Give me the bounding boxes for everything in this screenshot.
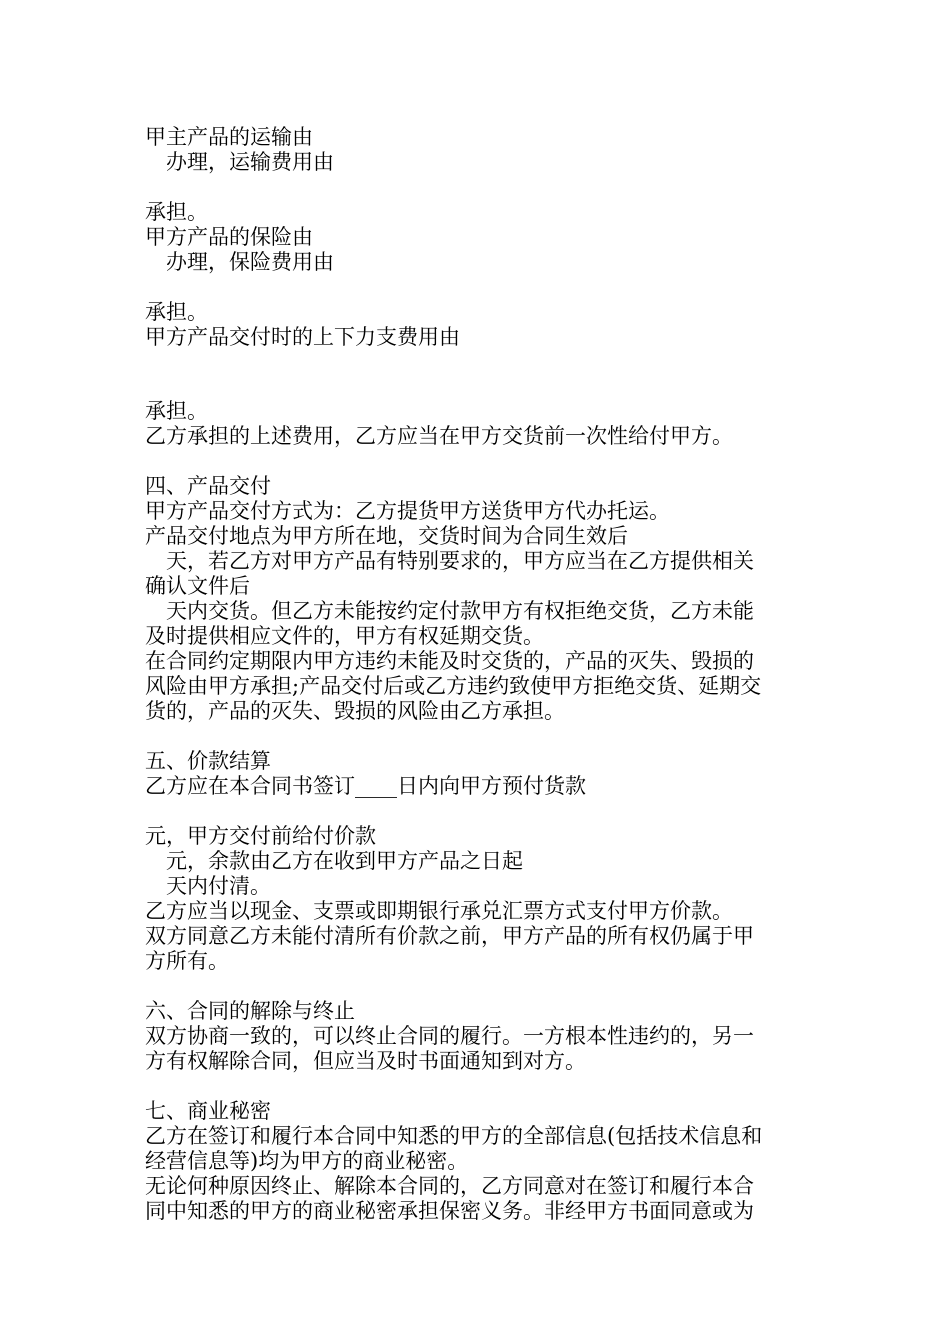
text-line: 甲方产品的保险由 [145,225,313,249]
text-line: 货的，产品的灭失、毁损的风险由乙方承担。 [145,699,565,723]
text-line: 及时提供相应文件的，甲方有权延期交货。 [145,624,544,648]
text-line: 天内付清。 [166,874,271,898]
text-line: 乙方应在本合同书签订____日内向甲方预付货款 [145,774,586,798]
text-line: 承担。 [145,300,208,324]
text-line: 无论何种原因终止、解除本合同的，乙方同意对在签订和履行本合 [145,1174,754,1198]
text-line: 承担。 [145,399,208,423]
text-line: 产品交付地点为甲方所在地，交货时间为合同生效后 [145,524,628,548]
section-heading: 六、合同的解除与终止 [145,999,355,1023]
text-line: 办理，保险费用由 [166,250,334,274]
section-heading: 四、产品交付 [145,474,271,498]
section-heading: 七、商业秘密 [145,1099,271,1123]
text-line: 确认文件后 [145,574,250,598]
text-line: 元，甲方交付前给付价款 [145,824,376,848]
text-line: 在合同约定期限内甲方违约未能及时交货的，产品的灭失、毁损的 [145,649,754,673]
text-line: 甲方产品交付方式为：乙方提货甲方送货甲方代办托运。 [145,499,670,523]
text-line: 方所有。 [145,949,229,973]
text-line: 双方协商一致的，可以终止合同的履行。一方根本性违约的，另一 [145,1024,754,1048]
text-line: 甲方产品交付时的上下力支费用由 [145,325,460,349]
text-line: 天内交货。但乙方未能按约定付款甲方有权拒绝交货，乙方未能 [166,599,754,623]
text-line: 乙方应当以现金、支票或即期银行承兑汇票方式支付甲方价款。 [145,899,733,923]
text-line: 风险由甲方承担;产品交付后或乙方违约致使甲方拒绝交货、延期交 [145,674,762,698]
text-line: 双方同意乙方未能付清所有价款之前，甲方产品的所有权仍属于甲 [145,924,754,948]
text-line: 乙方承担的上述费用，乙方应当在甲方交货前一次性给付甲方。 [145,424,733,448]
text-line: 天，若乙方对甲方产品有特别要求的，甲方应当在乙方提供相关 [166,549,754,573]
text-line: 乙方在签订和履行本合同中知悉的甲方的全部信息(包括技术信息和 [145,1124,763,1148]
text-line: 甲主产品的运输由 [145,125,313,149]
text-line: 元，余款由乙方在收到甲方产品之日起 [166,849,523,873]
text-line: 经营信息等)均为甲方的商业秘密。 [145,1149,469,1173]
text-line: 承担。 [145,200,208,224]
text-line: 办理，运输费用由 [166,150,334,174]
section-heading: 五、价款结算 [145,749,271,773]
text-line: 同中知悉的甲方的商业秘密承担保密义务。非经甲方书面同意或为 [145,1199,754,1223]
text-line: 方有权解除合同，但应当及时书面通知到对方。 [145,1049,586,1073]
